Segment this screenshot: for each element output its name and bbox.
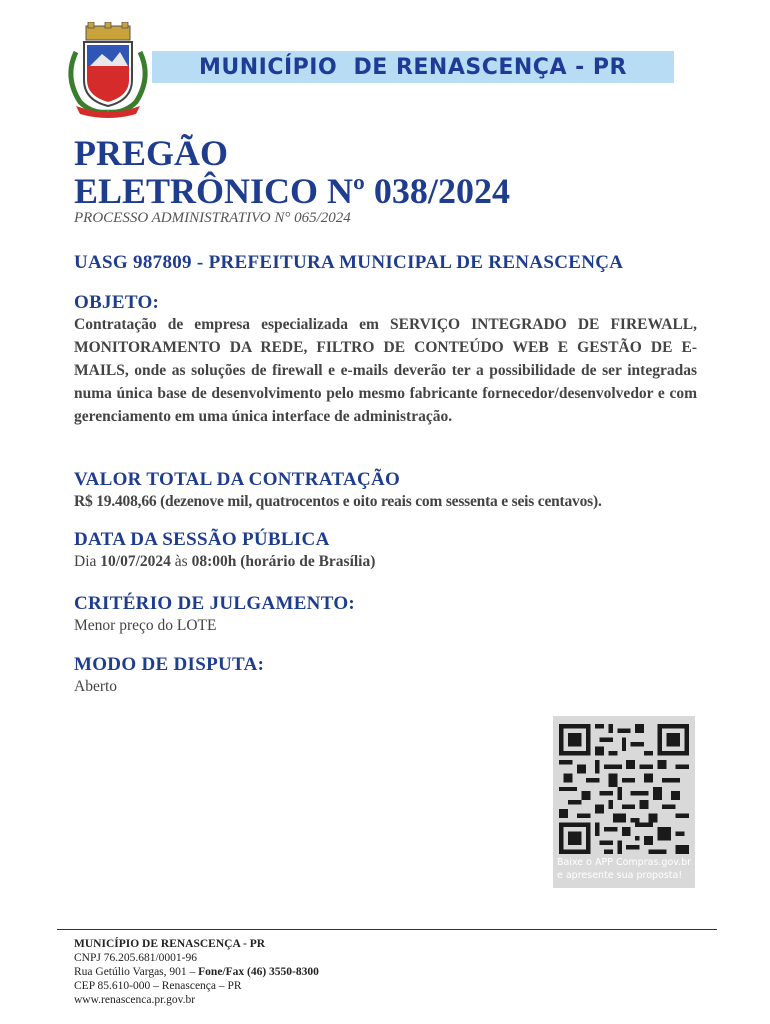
footer-cnpj: CNPJ 76.205.681/0001-96 bbox=[74, 952, 197, 964]
objeto-text: Contratação de empresa especializada em SERVIÇO INTEGRADO DE FIREWALL, MONITORAMENTO DA REDE, FILTRO DE CONTEÚDO WEB E GESTÃO DE E-MAILS, onde as soluções de firewall e e-mails deverão ter a possibilidade de ser integradas numa única base de desenvolvimento pelo mesmo fabricante fornecedor/desenvolvedor e com gerenciamento em uma única interface de administração. bbox=[74, 316, 697, 425]
sessao-heading: DATA DA SESSÃO PÚBLICA bbox=[74, 529, 330, 550]
footer-site: www.renascenca.pr.gov.br bbox=[74, 994, 196, 1006]
sessao-text bbox=[74, 550, 697, 573]
modo-text: Aberto bbox=[74, 678, 118, 695]
banner-text: MUNICÍPIO DE RENASCENÇA - PR bbox=[199, 54, 627, 80]
valor-heading: VALOR TOTAL DA CONTRATAÇÃO bbox=[74, 469, 401, 490]
uasg-heading: UASG 987809 - PREFEITURA MUNICIPAL DE RENASCENÇA bbox=[74, 252, 624, 273]
sessao-time: 08:00h (horário de Brasília) bbox=[191, 553, 376, 570]
footer-cep: CEP 85.610-000 – Renascença – PR bbox=[74, 980, 242, 992]
municipality-banner bbox=[152, 51, 674, 83]
qr-caption-line-1: Baixe o APP Compras.gov.br bbox=[557, 857, 692, 868]
footer-phone: Fone/Fax (46) 3550-8300 bbox=[198, 966, 319, 978]
process-number: PROCESSO ADMINISTRATIVO N° 065/2024 bbox=[74, 210, 351, 226]
qr-code-icon bbox=[559, 724, 689, 854]
qr-card bbox=[553, 716, 695, 888]
footer bbox=[74, 937, 319, 1007]
criterio-text: Menor preço do LOTE bbox=[74, 617, 217, 634]
sessao-date: 10/07/2024 bbox=[100, 553, 171, 570]
sessao-middle: às bbox=[170, 553, 192, 570]
qr-caption bbox=[557, 856, 693, 882]
page-title bbox=[74, 134, 510, 210]
valor-text: R$ 19.408,66 (dezenove mil, quatrocentos e oito reais com sessenta e seis centavos). bbox=[74, 493, 602, 510]
footer-address-line bbox=[74, 965, 319, 979]
footer-divider bbox=[57, 929, 717, 930]
footer-address: Rua Getúlio Vargas, 901 – bbox=[74, 966, 199, 978]
coat-of-arms-icon bbox=[62, 22, 154, 118]
title-line-1: PREGÃO bbox=[74, 133, 229, 173]
modo-heading: MODO DE DISPUTA: bbox=[74, 654, 265, 675]
qr-caption-line-2: e apresente sua proposta! bbox=[557, 870, 683, 881]
criterio-heading: CRITÉRIO DE JULGAMENTO: bbox=[74, 593, 356, 614]
footer-name: MUNICÍPIO DE RENASCENÇA - PR bbox=[74, 938, 266, 950]
sessao-prefix: Dia bbox=[74, 553, 101, 570]
objeto-heading: OBJETO: bbox=[74, 292, 160, 313]
title-line-2: ELETRÔNICO Nº 038/2024 bbox=[74, 171, 510, 211]
